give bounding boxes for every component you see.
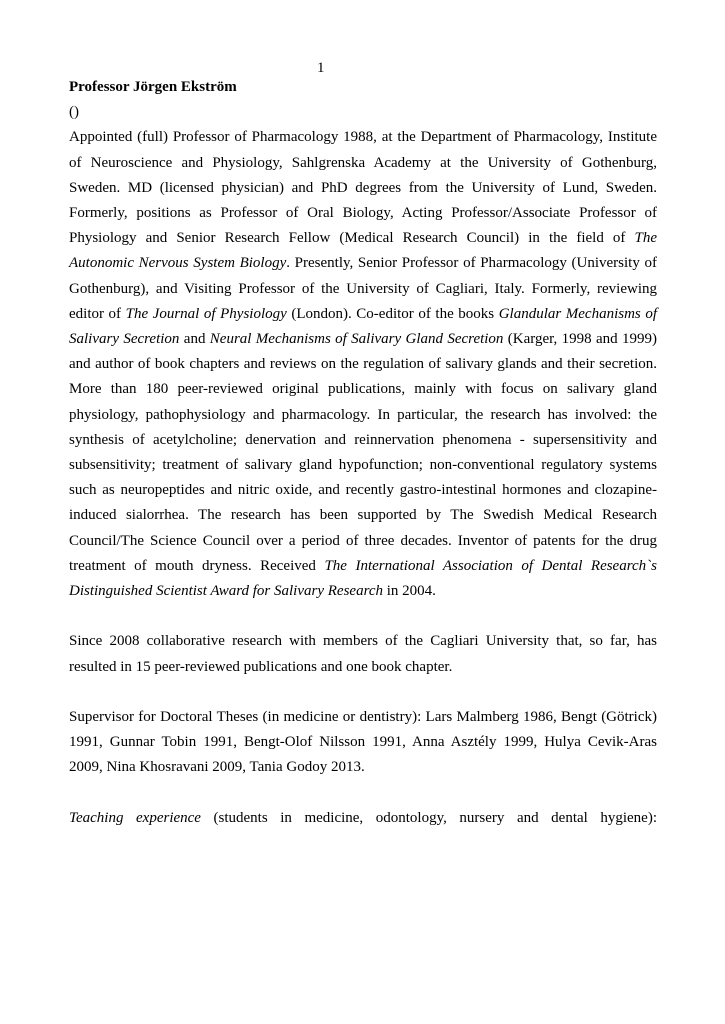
paragraph-spacer bbox=[69, 680, 657, 705]
bio-text-4: and bbox=[179, 331, 210, 348]
bio-text-5: (Karger, 1998 and 1999) and author of book chapters and reviews on the regulation of salivary glands and their secretion. More than 180 peer-reviewed original publications, mainly with focus on salivary gland physiology, pathophysiology and pharmacology. In particular, the research has involved: the synthesis of acetylcholine; denervation and reinnervation phenomena - supersensitivity and subsensitivity; treatment of salivary gland hypofunction; non-conventional regulatory systems such as neuropeptides and nitric oxide, and recently gastro-intestinal hormones and clozapine-induced sialorrhea. The research has been supported by The Swedish Medical Research Council/The Science Council over a period of three decades. Inventor of patents for the drug treatment of mouth dryness. Received bbox=[69, 331, 657, 574]
page-title: Professor Jörgen Ekström bbox=[69, 79, 237, 95]
bio-paragraph bbox=[69, 125, 657, 604]
teaching-paragraph bbox=[69, 806, 657, 831]
bio-italic-4: Neural Mechanisms of Salivary Gland Secretion bbox=[209, 331, 504, 348]
bio-italic-1: The Autonomic Nervous System Biology bbox=[69, 230, 657, 272]
collaboration-paragraph: Since 2008 collaborative research with members of the Cagliari University that, so far, has resulted in 15 peer-reviewed publications and one book chapter. bbox=[69, 633, 657, 675]
bio-text-3: (London). Co-editor of the books bbox=[286, 305, 499, 322]
bio-text-2: . Presently, Senior Professor of Pharmacology (University of Gothenburg), and Visiting Professor of the University of Cagliari, Italy. Formerly, reviewing editor of bbox=[69, 255, 657, 322]
supervisor-paragraph: Supervisor for Doctoral Theses (in medicine or dentistry): Lars Malmberg 1986, Bengt (Götrick) 1991, Gunnar Tobin 1991, Bengt-Olof Nilsson 1991, Anna Asztély 1999, Hulya Cevik-Aras 2009, Nina Khosravani 2009, Tania Godoy 2013. bbox=[69, 709, 657, 776]
teaching-label: Teaching experience bbox=[69, 809, 201, 826]
bio-italic-2: The Journal of Physiology bbox=[125, 305, 287, 322]
bio-italic-5: The International Association of Dental Research`s Distinguished Scientist Award for Salivary Research bbox=[69, 557, 657, 600]
teaching-text: (students in medicine, odontology, nursery and dental hygiene): bbox=[200, 809, 658, 826]
paragraph-spacer bbox=[69, 781, 657, 806]
bio-italic-3: Glandular Mechanisms of Salivary Secretion bbox=[69, 305, 657, 348]
paragraph-spacer bbox=[69, 604, 657, 629]
document-body bbox=[69, 75, 657, 831]
bio-text-6: in 2004. bbox=[383, 583, 436, 600]
bio-text-1: Appointed (full) Professor of Pharmacology 1988, at the Department of Pharmacology, Institute of Neuroscience and Physiology, Sahlgrenska Academy at the University of Gothenburg, Sweden. MD (licensed physician) and PhD degrees from the University of Lund, Sweden. Formerly, positions as Professor of Oral Biology, Acting Professor/Associate Professor of Physiology and Senior Research Fellow (Medical Research Council) in the field of bbox=[69, 129, 657, 247]
page-number: 1 bbox=[317, 60, 325, 76]
parenthetical: () bbox=[69, 104, 79, 121]
